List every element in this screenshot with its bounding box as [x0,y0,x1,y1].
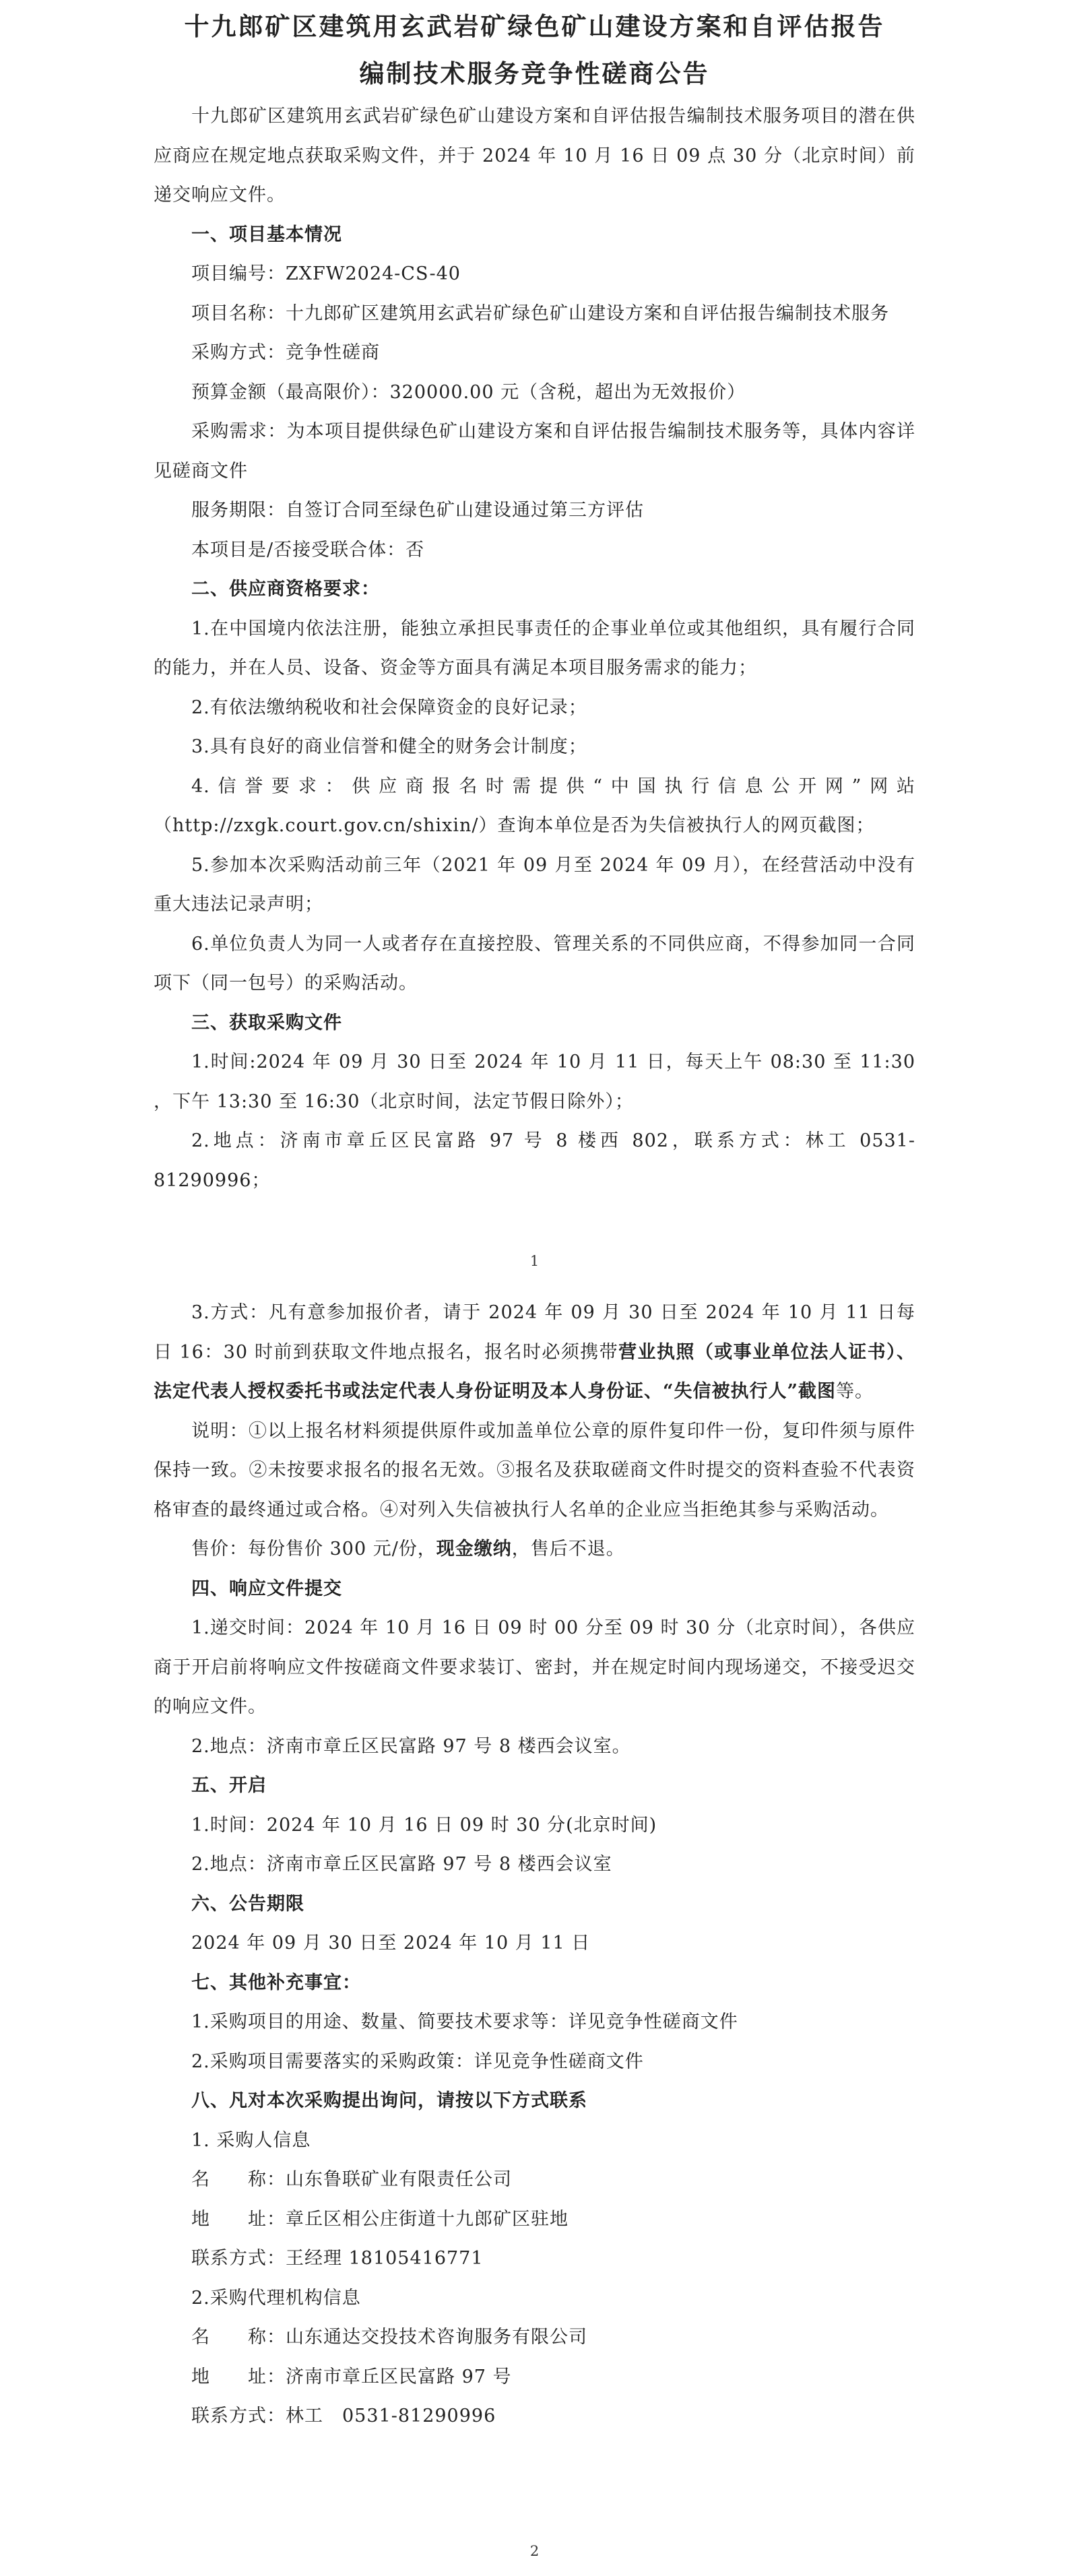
submission-time: 1.递交时间：2024 年 10 月 16 日 09 时 00 分至 09 时 30 分（北京时间），各供应商于开启前将响应文件按磋商文件要求装订、密封，并在规定时间内现场递交，不接受迟交的响应文件。 [154,1617,915,1717]
price-text-end: ，售后不退。 [511,1539,625,1559]
page-number-1: 1 [529,1253,540,1269]
price-text: 售价：每份售价 300 元/份， [191,1539,436,1559]
method-text-end: 等。 [836,1381,874,1402]
submission-place: 2.地点：济南市章丘区民富路 97 号 8 楼西会议室。 [191,1735,631,1757]
document-acquisition-place: 2.地点：济南市章丘区民富路 97 号 8 楼西 802，联系方式：林工 0531-81290996； [154,1130,915,1191]
purchaser-address-value: 章丘区相公庄街道十九郎矿区驻地 [286,2208,569,2230]
purchaser-name-label: 名 称： [191,2169,286,2190]
document-title-line-1: 十九郎矿区建筑用玄武岩矿绿色矿山建设方案和自评估报告 [184,11,885,41]
document-page-1 [0,0,1069,1280]
document-price [154,1530,915,1570]
procurement-requirement: 采购需求：为本项目提供绿色矿山建设方案和自评估报告编制技术服务等，具体内容详见磋商文件 [154,421,915,482]
page-2-content [154,1293,915,2437]
purchaser-name [154,2160,915,2200]
agency-address-label: 地 址： [191,2366,286,2387]
document-acquisition-time: 1.时间:2024 年 09 月 30 日至 2024 年 10 月 11 日，每天上午 08:30 至 11:30 ，下午 13:30 至 16:30（北京时间，法定节假日除外）； [154,1052,915,1112]
qualification-item: 5.参加本次采购活动前三年（2021 年 09 月至 2024 年 09 月），在经营活动中没有重大违法记录声明； [154,854,915,915]
agency-name-value: 山东通达交投技术咨询服务有限公司 [286,2327,587,2348]
purchaser-address-label: 地 址： [191,2208,286,2230]
document-title-line-2: 编制技术服务竞争性磋商公告 [359,59,710,88]
service-period: 服务期限：自签订合同至绿色矿山建设通过第三方评估 [191,500,644,521]
document-page-2 [0,1280,1069,2576]
page-1-content [154,3,915,1200]
consortium-acceptance: 本项目是/否接受联合体：否 [191,539,425,560]
budget-amount: 预算金额（最高限价）：320000.00 元（含税，超出为无效报价） [191,381,746,403]
agency-contact: 联系方式：林工 0531-81290996 [191,2406,496,2426]
section-1-heading: 一、项目基本情况 [191,224,342,245]
purchaser-name-value: 山东鲁联矿业有限责任公司 [286,2169,512,2190]
agency-name-label: 名 称： [191,2327,286,2348]
announcement-period: 2024 年 09 月 30 日至 2024 年 10 月 11 日 [191,1933,591,1954]
project-name: 项目名称：十九郎矿区建筑用玄武岩矿绿色矿山建设方案和自评估报告编制技术服务 [191,302,889,324]
section-3-heading: 三、获取采购文件 [191,1012,342,1033]
document-acquisition-method [154,1293,915,1412]
purchaser-heading: 1. 采购人信息 [191,2129,311,2151]
purchaser-address [154,2200,915,2240]
agency-heading: 2.采购代理机构信息 [191,2287,361,2309]
agency-name [154,2318,915,2358]
section-2-heading: 二、供应商资格要求： [191,579,380,600]
section-6-heading: 六、公告期限 [191,1893,304,1914]
purchaser-contact: 联系方式：王经理 18105416771 [191,2248,484,2269]
procurement-method: 采购方式：竞争性磋商 [191,342,380,363]
opening-time: 1.时间：2024 年 10 月 16 日 09 时 30 分(北京时间) [191,1814,657,1836]
qualification-item: 3.具有良好的商业信誉和健全的财务会计制度； [191,736,587,757]
qualification-item: 6.单位负责人为同一人或者存在直接控股、管理关系的不同供应商，不得参加同一合同项下（同一包号）的采购活动。 [154,933,915,994]
supplementary-item-1: 1.采购项目的用途、数量、简要技术要求等：详见竞争性磋商文件 [191,2011,738,2032]
supplementary-item-2: 2.采购项目需要落实的采购政策：详见竞争性磋商文件 [191,2051,644,2072]
price-payment-method: 现金缴纳 [436,1539,512,1559]
method-required-materials: 营业执照（或事业单位法人证书）、法定代表人授权委托书或法定代表人身份证明及本人身份证、“失信被执行人”截图 [154,1341,915,1402]
section-4-heading: 四、响应文件提交 [191,1578,342,1599]
opening-place: 2.地点：济南市章丘区民富路 97 号 8 楼西会议室 [191,1854,612,1875]
page-number-2: 2 [529,2543,540,2559]
qualification-item: 1.在中国境内依法注册，能独立承担民事责任的企事业单位或其他组织，具有履行合同的能力，并在人员、设备、资金等方面具有满足本项目服务需求的能力； [154,618,915,678]
qualification-item: 4.信誉要求：供应商报名时需提供“中国执行信息公开网”网站（http://zxgk.court.gov.cn/shixin/）查询本单位是否为失信被执行人的网页截图； [154,775,915,836]
method-text: 3.方式：凡有意参加报价者，请于 2024 年 09 月 30 日至 2024 年 10 月 11 日每日 16：30 时前到获取文件地点报名，报名时必须携带 [154,1302,915,1363]
intro-paragraph: 十九郎矿区建筑用玄武岩矿绿色矿山建设方案和自评估报告编制技术服务项目的潜在供应商应在规定地点获取采购文件，并于 2024 年 10 月 16 日 09 点 30 分（北京时间）前递交响应文件。 [154,106,915,205]
agency-address [154,2358,915,2397]
agency-address-value: 济南市章丘区民富路 97 号 [286,2366,512,2387]
project-number: 项目编号：ZXFW2024-CS-40 [191,263,461,284]
section-5-heading: 五、开启 [191,1775,267,1796]
section-8-heading: 八、凡对本次采购提出询问，请按以下方式联系 [191,2090,587,2111]
section-7-heading: 七、其他补充事宜： [191,1972,361,1993]
registration-note: 说明：①以上报名材料须提供原件或加盖单位公章的原件复印件一份，复印件须与原件保持一致。②未按要求报名的报名无效。③报名及获取磋商文件时提交的资料查验不代表资格审查的最终通过或合格。④对列入失信被执行人名单的企业应当拒绝其参与采购活动。 [154,1420,915,1520]
qualification-item: 2.有依法缴纳税收和社会保障资金的良好记录； [191,697,587,718]
